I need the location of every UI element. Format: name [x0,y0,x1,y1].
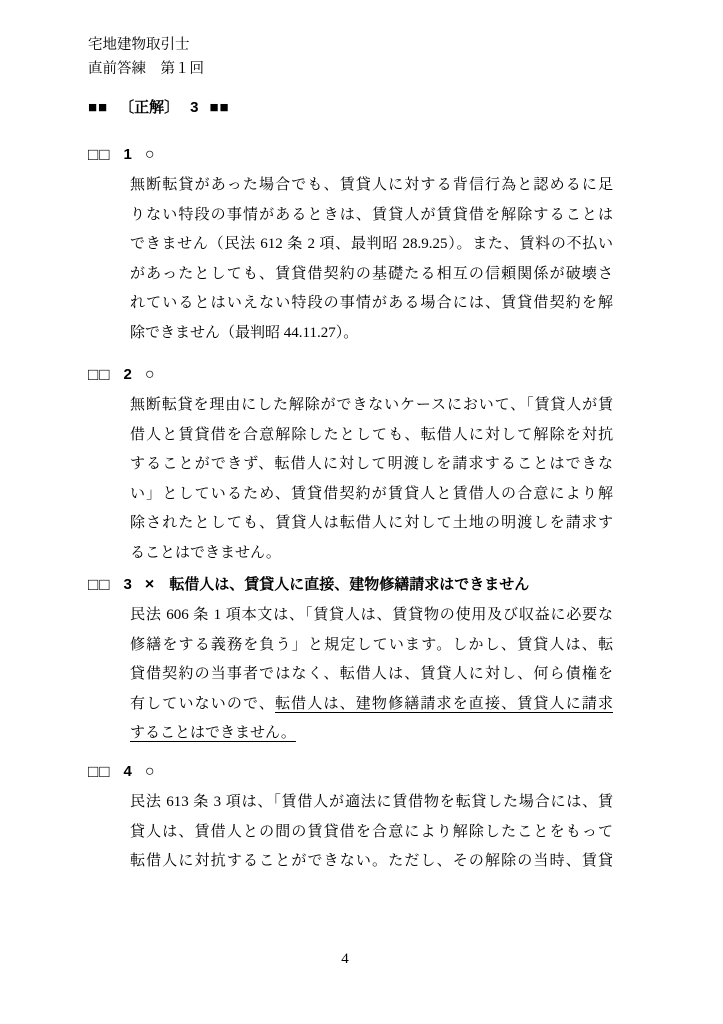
body-line [130,690,613,720]
body-line: 除されたとしても、賃貸人は転借人に対して土地の明渡しを請求す [130,515,613,532]
correct-circle-icon: ○ [144,146,155,163]
doc-title: 宅地建物取引士 [88,37,190,53]
answer-label: 〔正解〕 [119,99,180,116]
checkbox-squares-icon: □□ [88,762,111,781]
item-4-head [88,762,155,782]
answer-number: 3 [190,99,199,116]
body-line: りない特段の事情があるときは、賃貸人が賃貸借を解除することは [130,206,613,223]
item-3-head [88,575,529,595]
filled-squares-icon: ■■ [88,99,109,116]
document-header [88,33,204,81]
doc-subtitle: 直前答練 第１回 [88,61,204,77]
body-line: 貸人は、賃借人との間の賃貸借を合意により解除したことをもって [130,823,613,840]
checkbox-squares-icon: □□ [88,145,111,164]
body-line: 無断転貸を理由にした解除ができないケースにおいて、「賃貸人が賃 [130,397,613,413]
body-line: 民法 613 条 3 項は、「賃借人が適法に賃借物を転貸した場合には、賃 [130,794,613,810]
item-heading: 転借人は、賃貸人に直接、建物修繕請求はできません [169,576,530,593]
body-line: 除できません（最判昭 44.11.27）。 [130,324,359,341]
item-2-body [130,391,613,569]
item-number: 1 [123,146,132,163]
body-line: 貸借契約の当事者ではなく、転借人は、賃貸人に対し、何ら債権を [130,666,613,683]
body-line: 転借人に対抗することができない。ただし、その解除の当時、賃貸 [130,853,613,870]
item-number: 3 [123,576,132,593]
filled-squares-icon: ■■ [209,99,230,116]
correct-circle-icon: ○ [144,763,155,780]
body-line: 民法 606 条 1 項本文は、「賃貸人は、賃貸物の使用及び収益に必要な [130,607,613,623]
item-1-head [88,145,155,165]
correct-circle-icon: ○ [144,366,155,383]
item-3-body [130,601,613,749]
body-line: 借人と賃貸借を合意解除したとしても、転借人に対して解除を対抗 [130,426,613,443]
body-line: ることはできません。 [130,544,281,561]
body-line: することができず、転借人に対して明渡しを請求することはできな [130,456,613,473]
body-line: い」としているため、賃貸借契約が賃貸人と賃借人の合意により解 [130,485,613,502]
incorrect-cross-icon: × [144,576,155,593]
item-number: 2 [123,366,132,383]
body-line-text: 有していないので、 [130,695,276,712]
item-1-body [130,171,613,349]
body-line: れているとはいえない特段の事情がある場合には、賃貸借契約を解 [130,295,613,312]
body-line: できません（民法 612 条 2 項、最判昭 28.9.25）。また、賃料の不払い [130,236,613,253]
body-line [130,719,613,749]
body-line: 無断転貸があった場合でも、賃貸人に対する背信行為と認めるに足 [130,177,613,193]
checkbox-squares-icon: □□ [88,365,111,384]
item-number: 4 [123,763,132,780]
underlined-text: 転借人は、建物修繕請求を直接、賃貸人に請求 [275,695,613,712]
item-4-body [130,788,613,877]
body-line: があったとしても、賃貸借契約の基礎たる相互の信頼関係が破壊さ [130,265,613,282]
answer-banner [88,99,230,117]
underlined-text: することはできません。 [130,725,296,742]
body-line: 修繕をする義務を負う」と規定しています。しかし、賃貸人は、転 [130,636,613,653]
page-number: 4 [341,951,349,967]
checkbox-squares-icon: □□ [88,575,111,594]
item-2-head [88,365,155,385]
